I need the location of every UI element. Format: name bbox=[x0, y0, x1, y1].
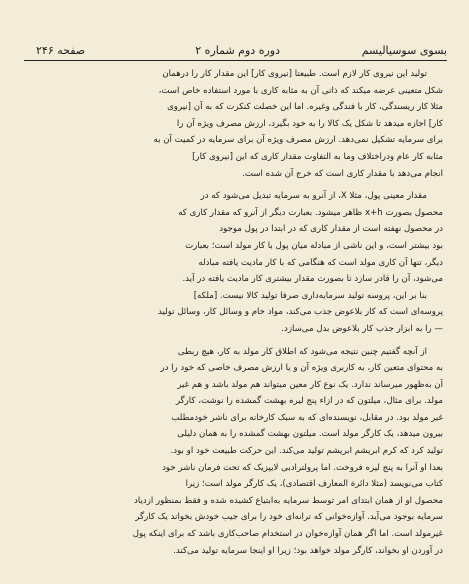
text-line: می‌شود، آن را قادر سازد تا بصورت مقدار بیشتری کار مادیت یافته در آید. bbox=[182, 274, 443, 285]
text-line: در محصول نهفته است از مقدار کاری که در ابتدا در پول موجود bbox=[219, 224, 443, 235]
text-line: پروسه‌ای است که کار بلاعوض جذب می‌کند، مواد خام و وسائل کار، وسائل تولید bbox=[157, 307, 443, 318]
text-line: مثلا کار ریسندگی، کار با فندگی وغیره. اما این خصلت کنکرت که به آن [نیروی bbox=[167, 102, 443, 113]
text-line: محصول بصورت x+h ظاهر میشود. بعبارت دیگر از آنرو که مقدار کاری که bbox=[178, 207, 443, 218]
text-line: بنا بر این، پروسه تولید سرمایه‌داری صرفا تولید کالا نیست. [ملکه] bbox=[193, 290, 427, 301]
text-line: تولید این نیروی کار لازم است. طبیعتا [نیروی کار] این مقدار کار را درهمان bbox=[162, 69, 427, 79]
text-line: دیگر، تنها آن کاری مولد است که هنگامی که با کار مادیت یافته مبادله bbox=[198, 257, 443, 268]
journal-title: بسوی سوسیالیسم bbox=[361, 44, 447, 57]
text-line: مقدار معینی پول، مثلا X، از آنرو به سرمایه تبدیل می‌شود که در bbox=[200, 191, 427, 202]
text-line: بود بیشتر است، و این ناشی از مبادله میان پول با کار مولد است؛ بعبارت bbox=[185, 240, 443, 251]
text-line: بیرون میدهد، یک کارگر مولد است. میلتون بهشت گمشده را به همان دلیلی bbox=[177, 429, 443, 440]
text-line: تولید کرد که کرم ابریشم ابریشم تولید می‌کند. این حرکت طبیعت خود او بود. bbox=[170, 446, 443, 457]
text-line: در آوردن او بخواند، کارگر مولد خواهد بود؛ زیرا او اینجا سرمایه تولید می‌کند. bbox=[173, 545, 443, 556]
header-rule bbox=[24, 60, 447, 61]
text-line: کار] اجازه میدهد تا شکل یک کالا را به خود بگیرد، ارزش مصرف ویژه آن را bbox=[176, 118, 443, 129]
text-line: — را به ابزار جذب کار بلاعوض بدل می‌سازد. bbox=[281, 323, 443, 334]
text-line: مولد. برای مثال، میلتون که در ازاء پنج لیره بهشت گمشده را نوشت، کارگر bbox=[175, 396, 443, 407]
body-text bbox=[28, 66, 443, 559]
text-line: کتاب می‌نویسد (مثلا دائرة المعارف اقتصادی)، یک کارگر مولد است؛ زیرا bbox=[185, 479, 443, 490]
text-line: شکل متعینی عرضه میکند که ذاتی آن به مثابه کاری با مورد استفاده خاص است، bbox=[158, 85, 443, 96]
text-line: آن به‌ظهور میرساند ندارد. یک نوع کار معین میتواند هم مولد باشد و هم غیر bbox=[177, 379, 443, 390]
text-line: غیرمولد است. اما اگر همان آوازه‌خوان در استخدام صاحب‌کاری باشد که برای اینکه پول bbox=[132, 529, 443, 540]
text-line: مثابه کار عام ودراختلاف وما به التفاوت مقدار کاری که این [نیروی کار] bbox=[192, 151, 443, 162]
text-line: سرمایه بوجود می‌آید. آوازه‌خوانی که ترانه‌ای خود را برای جیب خودش بخواند یک کارگر bbox=[135, 512, 443, 523]
text-line: غیر مولد بود. در مقابل، نویسنده‌ای که به سبک کارخانه برای ناشر خودمطلب bbox=[171, 412, 443, 423]
issue-info: دوره دوم شماره ۲ bbox=[195, 44, 280, 57]
text-line: به محتوای متعین کار، به کاربری ویژه آن و یا ارزش مصرف خاصی که خود را در bbox=[160, 363, 443, 374]
text-line: انجام می‌دهد با مقدار کاری است که خرج آن شده است. bbox=[242, 168, 443, 179]
text-line: برای سرمایه تشکیل نمی‌دهد. ارزش مصرف ویژه آن برای سرمایه در کمیت آن به bbox=[153, 135, 443, 146]
text-line: بعدا او آنرا به پنج لیره فروخت. اما پرولترادبی لایپزیک که تحت فرمان ناشر خود bbox=[162, 462, 443, 473]
page-number: صفحه ۲۴۶ bbox=[36, 44, 86, 57]
text-line: از آنچه گفتیم چنین نتیجه می‌شود که اطلاق کار مولد به کار، هیچ ربطی bbox=[177, 346, 427, 357]
text-line: محصول او از همان ابتدای امر توسط سرمایه به‌ابتیاع کشیده شده و فقط بمنظور ازدیاد bbox=[134, 495, 443, 506]
page-header bbox=[14, 40, 455, 60]
